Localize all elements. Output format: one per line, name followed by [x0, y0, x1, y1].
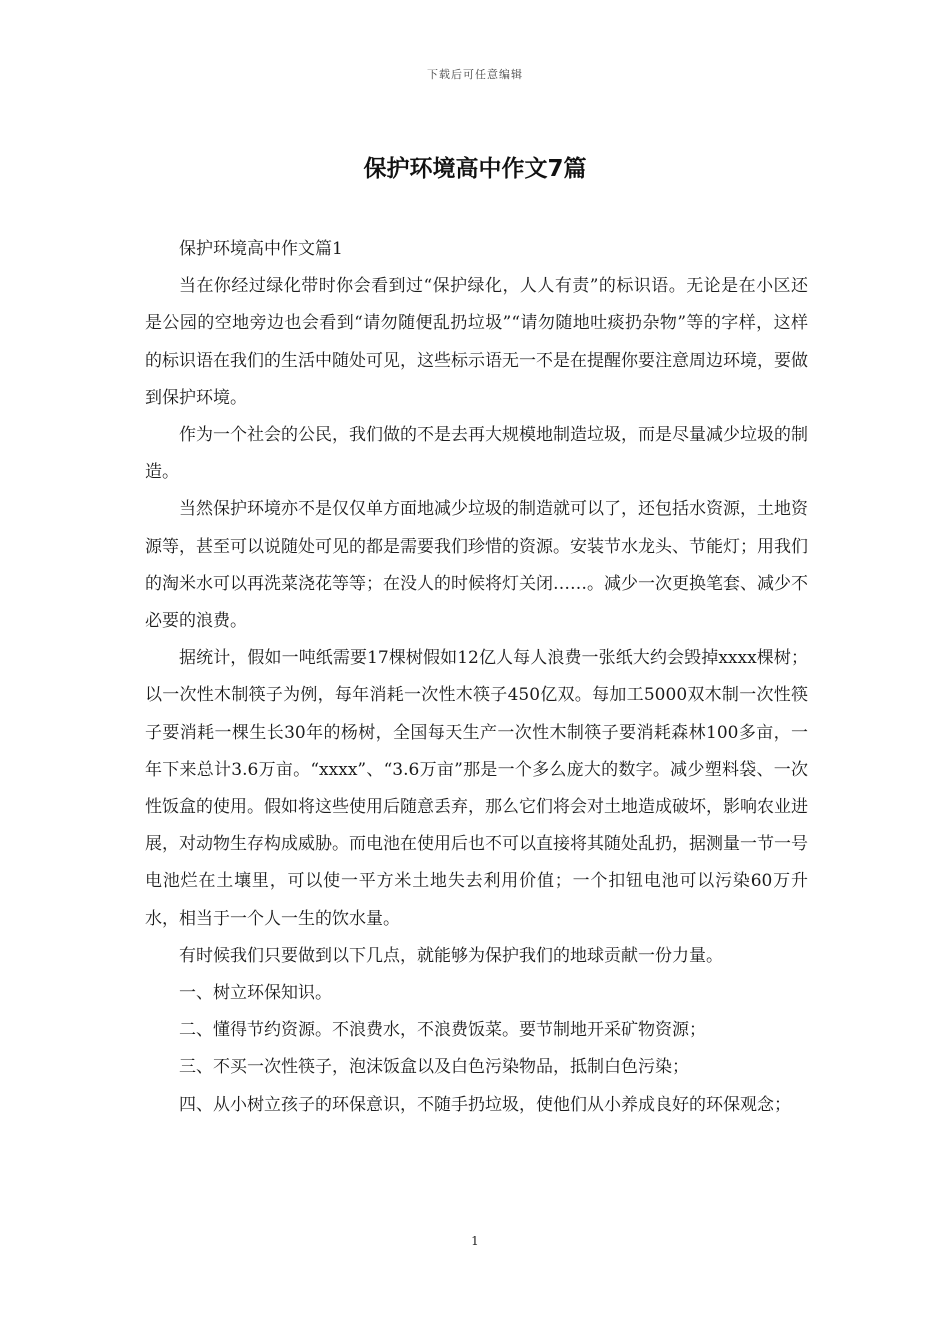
document-title: 保护环境高中作文7篇: [363, 156, 587, 182]
paragraph: 当然保护环境亦不是仅仅单方面地减少垃圾的制造就可以了，还包括水资源，土地资源等，甚至可以说随处可见的都是需要我们珍惜的资源。安装节水龙头、节能灯；用我们的淘米水可以再洗菜浇花等等；在没人的时候将灯关闭……。减少一次更换笔套、减少不必要的浪费。: [145, 499, 808, 632]
header-note: 下载后可任意编辑: [427, 68, 523, 81]
page-number: 1: [471, 1234, 479, 1248]
document-body: [145, 231, 808, 1124]
paragraph: 当在你经过绿化带时你会看到过“保护绿化，人人有责”的标识语。无论是在小区还是公园的空地旁边也会看到“请勿随便乱扔垃圾”“请勿随地吐痰扔杂物”等的字样，这样的标识语在我们的生活中随处可见，这些标示语无一不是在提醒你要注意周边环境，要做到保护环境。: [145, 276, 808, 408]
list-item: 二、懂得节约资源。不浪费水，不浪费饭菜。要节制地开采矿物资源；: [179, 1020, 706, 1041]
paragraph: 作为一个社会的公民，我们做的不是去再大规模地制造垃圾，而是尽量减少垃圾的制造。: [145, 425, 808, 483]
paragraph: 据统计，假如一吨纸需要17棵树假如12亿人每人浪费一张纸大约会毁掉xxxx棵树；以一次性木制筷子为例，每年消耗一次性木筷子450亿双。每加工5000双木制一次性筷子要消耗一棵生长30年的杨树，全国每天生产一次性木制筷子要消耗森林100多亩，一年下来总计3.6万亩。“xxxx”、“3.6万亩”那是一个多么庞大的数字。减少塑料袋、一次性饭盒的使用。假如将这些使用后随意丢弃，那么它们将会对土地造成破坏，影响农业进展，对动物生存构成威胁。而电池在使用后也不可以直接将其随处乱扔，据测量一节一号电池烂在土壤里，可以使一平方米土地失去利用价值；一个扣钮电池可以污染60万升水，相当于一个人一生的饮水量。: [145, 648, 808, 929]
paragraph: 有时候我们只要做到以下几点，就能够为保护我们的地球贡献一份力量。: [179, 945, 723, 966]
section-heading: 保护环境高中作文篇1: [179, 239, 343, 259]
list-item: 三、不买一次性筷子，泡沫饭盒以及白色污染物品，抵制白色污染；: [179, 1057, 689, 1078]
list-item: 一、树立环保知识。: [179, 983, 332, 1004]
list-item: 四、从小树立孩子的环保意识，不随手扔垃圾，使他们从小养成良好的环保观念；: [179, 1094, 791, 1115]
